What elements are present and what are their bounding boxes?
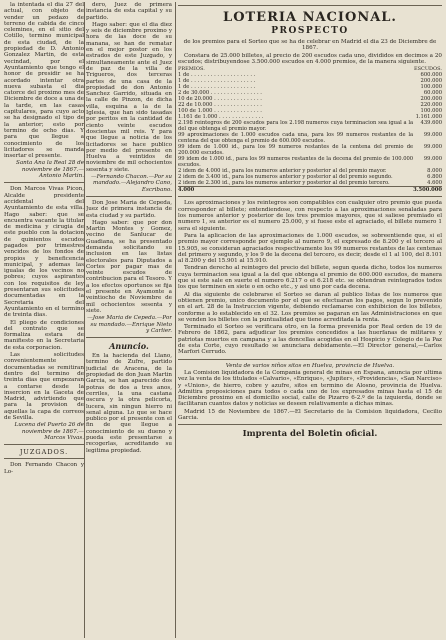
prize-value: 99.000 [423,132,442,139]
text-paragraph: Don Jose Maria de Cepeda, Juez de primera instancia de esta ciudad y su partido. [86,199,172,219]
divider [4,182,84,183]
prize-value: 1.161.000 [415,114,442,121]
prize-label: 1 de . . . . . . . . . . . . . . . . . . . . [178,72,256,79]
printer-footer: Imprenta del Boletin oficial. [242,429,378,440]
prize-label: 1.161 de 1.000 . . . . . . . . . . . . . . [178,114,264,121]
prize-label: 100 de 1.000 . . . . . . . . . . . . . . . [178,108,262,115]
prize-value: 99.000 [423,144,442,151]
text-paragraph: la intentada el dia 27 del actual, con objeto de vender un pedazo de terreno de cabida de cinco celemines, en el sitio del Cotillo, termino municipal de esta ciudad, de la propiedad de D. Antonio Gonzalez Martin, de esta vecindad, por el Ayuntamiento que tengo el honor de presidir se ha acordado intentar otra nueva subasta el dia catorce del proximo mes de Diciembre de doce a una de la tarde, en las casas capitulares, para cuyo acto se ha designado el tipo de la anterior; esto por termino de ocho dias. Y para que llegue a conocimiento de los licitadores se manda insertar el presente. [4,2,84,160]
page-title: LOTERIA NACIONAL. [223,10,397,25]
text-paragraph: Tendran derecho al reintegro del precio del billete, segun queda dicho, todos los numeros cuya terminacion sea igual a la del que obtenga el premio de 600.000 escudos, de manera que si este sale en suerte el numero 6.217 o el 6.218 etc. se obtendran reintegrados todos los que terminen en siete o en ocho etc., y asi uno por cada decena. [178,265,442,291]
text-paragraph: dero, Juez de primera instancia de esta capital y su partido. [86,2,172,21]
divider [178,359,442,360]
prize-row [178,120,442,132]
divider [178,424,442,425]
prize-value: 99.000 [423,156,442,163]
text-paragraph: Al dia siguiente de celebrarse el Sorteo se daran al publico listas de los numeros que obtienen premio, unico documento por el que se efectuaran los pagos, segun lo prevenido en el art. 28 de la Instruccion vigente, debiendo reclamarse con exhibicion de los billetes, conforme a lo establecido en el 32. Los premios se pagaran en las Administraciones en que se venden los billetes con la puntualidad que tiene acreditada la renta. [178,291,442,323]
divider [86,337,172,338]
prize-value: 600.000 [420,72,442,79]
signature: —Fernando Chacon.—Por su mandado.—Alejandro Cano, Escribano. [91,174,172,193]
section-heading: Anuncio. [109,341,149,352]
text-paragraph: El pliego de condiciones del contrato que se formaliza estara de manifiesto en la Secretaria de esta corporacion. [4,319,84,351]
prize-value: 220.000 [420,102,442,109]
signature: Madrid 15 de Noviembre de 1867.—El Secretario de la Comision liquidadora, Cecilio Garcia. [178,408,442,421]
prize-value: 200.000 [420,78,442,85]
signature: —Jose Maria de Cepeda.—Por su mandado.—Enrique Nieto y Carlier. [87,315,172,334]
prize-label: 1 de . . . . . . . . . . . . . . . . . . . . [178,78,256,85]
section-heading: Venta de varios niños sitos en Huelva, provincia de Huelva. [225,362,395,369]
text-paragraph: En la hacienda del Llano, termino de Zufre, partido judicial de Aracena, de la propiedad de don Juan Martin Garcia, se han aparecido dos potras de dos a tres anos, cerriles, la una castana oscura y la otra pelicorta, lucera, sin ningun hierro ni senal alguna. Lo que se hace publico por el presente con el fin de que llegue a conocimiento de su dueno y pueda este presentarse a recogerlas, acreditando su legitima propiedad. [86,353,172,454]
intro-text: de los premios para el Sorteo que se ha de celebrar en Madrid el dia 23 de Diciembre de 1867. [183,39,437,52]
text-paragraph: La Comision liquidadora de la Compania general de minas en Espana, anuncia por ultima vez la venta de los titulados «Calvario», «Enrique», «Jupiter», «Providencia», «San Narciso» y «Union», de hierro, cobre y azufre, sitos en termino de Alosno, provincia de Huelva. Admitira proposiciones para todos o cada uno de los expresados minas hasta el 15 de Diciembre proximo en el domicilio social, calle de Pizarro 6-2.º de la izquierda, donde se facilitaran cuantos datos y noticias se deseen relativamente a dichas minas. [178,369,442,408]
prize-header-label: PREMIOS. [178,66,205,73]
prize-value: 6.800 [427,174,442,181]
prize-label: 99 idem de 1.000 id., para los 99 numeros restantes de la decena del premio de 100.000 escudos. [178,156,414,169]
text-paragraph: Para la aplicacion de las aproximaciones de 1.000 escudos, se sobreentiende que, si el premio mayor corresponde por ejemplo al numero 9, el expresado de 8.200 y el tercero al 15.905, se consideran agraciados respectivamente los 99 numeros restantes de las centenas del primero y segundo, y los 9 de la decena del tercero, es decir, desde el 1 al 100, del 8.101 al 8.200 y del 15.901 al 15.910. [178,232,442,265]
column-2 [86,2,172,638]
text-paragraph: Los aproximaciones y los reintegros son compatibles con cualquier otro premio que pueda corresponder al billete; entendiendose, con respecto a las aproximaciones senaladas para los numeros anterior y posterior de los tres premios mayores, que si saliese premiado el numero 1, su anterior es el numero 25.000, y si fuese este el agraciado, el billete numero 1 sera el siguiente. [178,200,442,232]
prize-label: 99 aproximaciones de 1.000 escudos cada una, para los 99 numeros restantes de la centena del que obtenga el premio de 600.000 escudos. [178,132,414,145]
signature: Santa Ana la Real 28 de noviembre de 1867.—Antonio Martin. [16,160,84,180]
prize-header-value: ESCUDOS. [413,66,442,73]
prize-label: 2.198 reintegros de 200 escudos para los 2.198 numeros cuya terminacion sea igual a la del que obtenga el premio mayor. [178,120,414,133]
prize-label: 2 idem de 4.000 id., para los numeros anterior y posterior al del premio mayor. [178,168,387,175]
prize-total-value: 3.500.000 [413,187,442,194]
prize-value: 439.600 [420,120,442,127]
subtitle: PROSPECTO [271,26,349,36]
prize-label: 2 idem de 3.400 id., para los numeros anterior y posterior al del premio segundo. [178,174,393,181]
prize-total-label: 4.000 [178,187,413,194]
text-paragraph: Terminado el Sorteo se verificara otro, en la forma prevenida por Real orden de 19 de Febrero de 1862, para adjudicar los premios concedidos a las huerfanas de militares y patriotas muertos en campana y a las doncellas acogidas en el Hospicio y Colegio de la Paz de esta Corte, cuyo resultado se anunciara debidamente.—El Director general,—Carlos Marfori Cerrudo. [178,324,442,356]
text-paragraph: Hago saber: que por don Martin Montes y Gomez, vecino de Sanlucar de Guadiana, se ha presentado demanda solicitando su inclusion en las listas electorales para Diputados a Cortes por pagar mas de veinte escudos de contribucion para el Tesoro. Y a los efectos oportunos se fija el presente en Ayamonte a veintiocho de Noviembre de mil ochocientos sesenta y siete. [86,219,172,314]
prize-label: 99 idem de 1.000 id., para los 99 numeros restantes de la centena del premio de 200.000 escudos. [178,144,414,157]
prize-value: 4.600 [427,180,442,187]
text-paragraph: Las solicitudes convenientemente documentadas se remitiran dentro del termino de treinta dias que empezaran a contarse desde la insercion en la Gaceta de Madrid, advirtiendo que para la provision de aquellas la capa de correos de Sevilla. [4,352,84,421]
text-paragraph: Don Marcos Vivas Picon, Alcalde presidente accidental del Ayuntamiento de esta villa. Hago saber: que se encuentra vacante la titular de medicina y cirugia de este pueblo con la dotacion de quinientos escudos pagados por trimestres vencidos de los fondos de propios y beneficencia municipal, y ademas las igualas de los vecinos no pobres; cuyos aspirantes con los requisitos de ley presentaran sus solicitudes documentadas en la Secretaria del Ayuntamiento en el termino de treinta dias. [4,186,84,319]
signature: Lucena del Puerto 26 de noviembre de 1867.—Marcos Vivas. [14,422,84,441]
section-heading: JUZGADOS. [19,448,69,457]
divider [86,196,172,197]
text-paragraph: Don Fernando Chacon y Lo- [4,462,84,475]
prize-value: 100.000 [420,84,442,91]
column-rule [84,2,85,638]
prize-label: 2 de 30.000 . . . . . . . . . . . . . . . . [178,90,262,97]
divider [4,444,84,445]
column-1 [4,2,84,638]
column-3 [178,2,442,638]
prize-value: 60.000 [423,90,442,97]
text-paragraph: Hago saber: que el dia diez y seis de diciembre proximo y hora de las doce de su manana, se han de rematar en el mejor postor en los estrados de este Juzgado, y simultaneamente ante el Juez de paz de la villa de Trigueros, dos terceras partes de una casa de la propiedad de don Antonio Sanchez Garrido, situada en la calle de Pinzon, de dicha villa, esquina a la de la Iglesia, que han sido tasadas por peritos en la cantidad de ciento veinte escudos doscientas mil reis. Y para que llegue a noticia de los licitadores se hace publico por medio del presente en Huelva a veintidos de noviembre de mil ochocientos sesenta y siete. [86,21,172,173]
prize-row [178,144,442,156]
column-rule [175,2,176,638]
prize-label: 1 de . . . . . . . . . . . . . . . . . . . . [178,84,256,91]
prize-value: 200.000 [420,96,442,103]
prize-value: 100.000 [420,108,442,115]
divider [178,5,442,6]
divider [178,196,442,197]
prize-label: 22 de 10.000 . . . . . . . . . . . . . . . [178,102,262,109]
divider [4,458,84,459]
prize-row [178,156,442,168]
prize-total-row [178,187,442,194]
prize-label: 10 de 20.000 . . . . . . . . . . . . . . . [178,96,262,103]
text-paragraph: Constara de 25.000 billetes, al precio de 200 escudos cada uno, divididos en decimos a 20 escudos; distribuyendose 3.500.000 escudos en 4.000 premios, de la manera siguiente. [178,52,442,65]
prize-table [178,72,442,193]
prize-label: 2 idem de 2.300 id., para los numeros anterior y posterior al del premio tercero. [178,180,390,187]
prize-value: 8.000 [427,168,442,175]
prize-row [178,132,442,144]
